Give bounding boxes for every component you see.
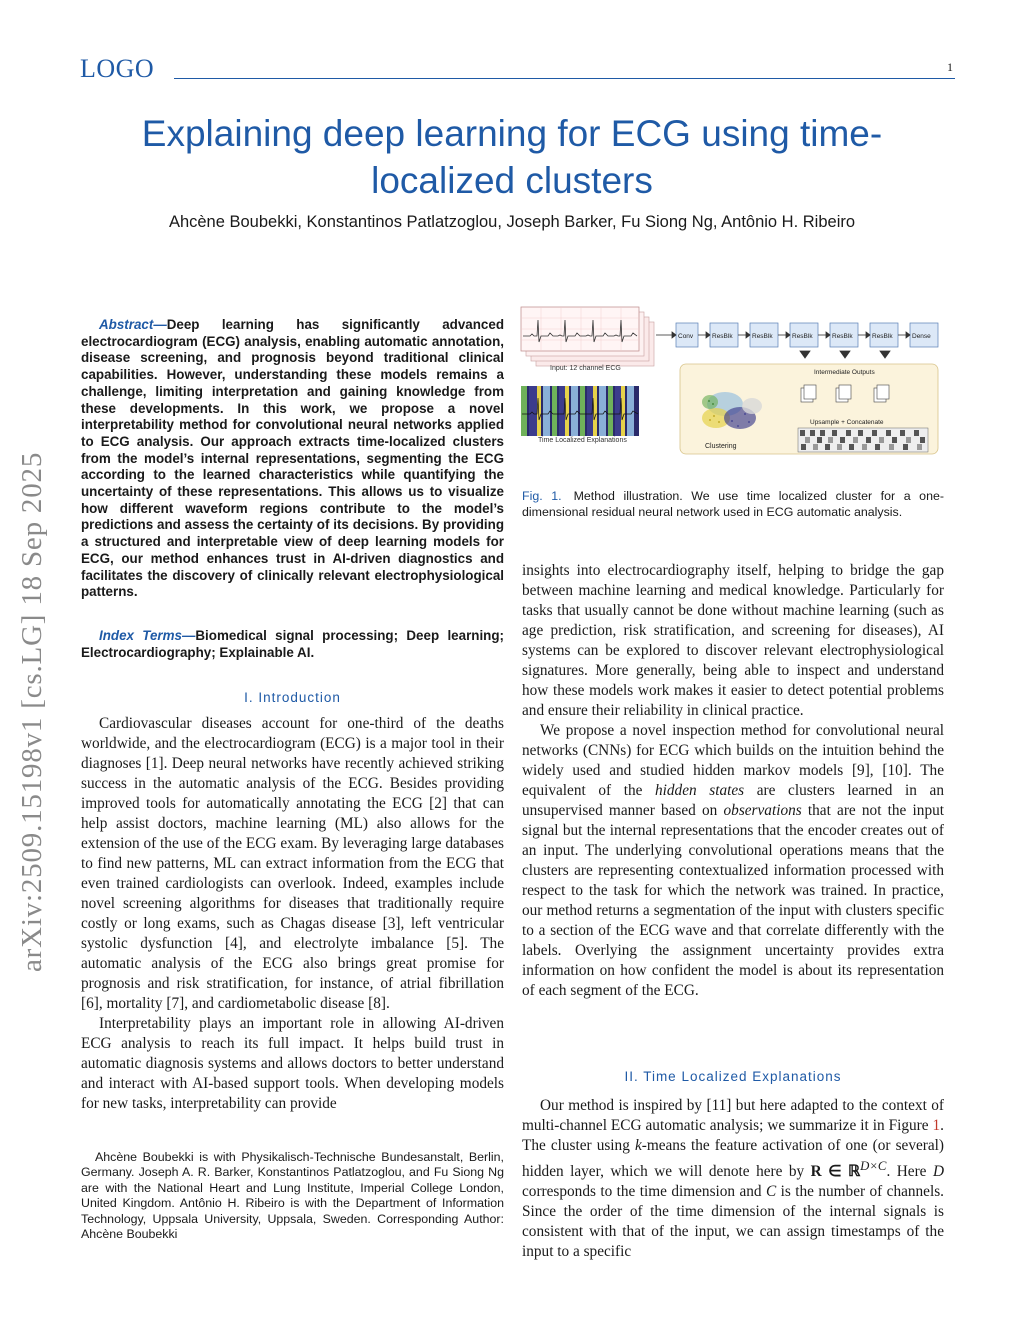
block-label: ResBlk bbox=[712, 333, 733, 340]
paper-title: Explaining deep learning for ECG using time-localized clusters bbox=[141, 113, 883, 201]
index-terms-lead: Index Terms— bbox=[99, 628, 196, 643]
ecg-input-label: Input: 12 channel ECG bbox=[550, 365, 621, 372]
math-d: D bbox=[932, 1163, 944, 1181]
math-r: R ∈ ℝ bbox=[810, 1163, 861, 1181]
intermediate-label: Intermediate Outputs bbox=[814, 369, 875, 376]
ecg-input-stack bbox=[521, 307, 654, 366]
text-run: is the number of channels. Since the order of the time dimension of the internal signals is consistent with that of the input, we can assign timestamps of the input to a specific bbox=[522, 1183, 944, 1261]
text-run: Our method is inspired by [11] but here adapted to the context of multi-channel ECG automatic analysis; we summarize it in Figure bbox=[522, 1097, 944, 1134]
text-run: corresponds to the time dimension and bbox=[522, 1183, 767, 1201]
section-heading-time-localized: II. Time Localized Explanations bbox=[624, 1069, 842, 1084]
block-label: ResBlk bbox=[872, 333, 893, 340]
block-label: ResBlk bbox=[792, 333, 813, 340]
abstract-lead: Abstract— bbox=[99, 317, 167, 332]
right-column-body bbox=[522, 561, 944, 1001]
footnote-text: Ahcène Boubekki is with Physikalisch-Technische Bundesanstalt, Berlin, Germany. Joseph A. R. Barker, Konstantinos Patlatzoglou, and Fu Siong Ng are with the National Heart and Lung Institute, Imperial College London, United Kingdom. Antônio H. Ribeiro is with the Department of Information Technology, Uppsala University, Uppsala, Sweden. Corresponding Author: Ahcène Boubekki bbox=[81, 1150, 504, 1242]
math-dims: D×C bbox=[860, 1159, 887, 1173]
emphasis: observations bbox=[723, 802, 802, 819]
explanations-label: Time Localized Explanations bbox=[538, 437, 627, 444]
text-run: that are not the input signal but the internal representations that the encoder creates out of an input. The underlying convolutional operations means that the clusters are representing contextualized information processed with respect to the task for which the network was trained. In practice, our method returns a segmentation of the input with clusters specific to a section of the ECG wave and that correlate differently with the labels. Overlying the assignment uncertainty provides extra information on how confident the model is about its representation of each segment of the ECG. bbox=[522, 802, 944, 999]
block-label: ResBlk bbox=[752, 333, 773, 340]
upsample-label: Upsample + Concatenate bbox=[810, 419, 884, 426]
figure-caption bbox=[522, 489, 944, 521]
figure-caption-text: Method illustration. We use time localized cluster for a one-dimensional residual neural network used in ECG automatic analysis. bbox=[522, 489, 944, 519]
section-heading-introduction: I. Introduction bbox=[244, 690, 341, 705]
figure-reference-link[interactable]: 1 bbox=[932, 1117, 941, 1134]
block-label: Conv bbox=[678, 333, 694, 340]
text-run: are clusters learned in an unsupervised manner based on bbox=[522, 782, 944, 819]
arxiv-stamp bbox=[16, 372, 66, 972]
paragraph: insights into electrocardiography itself, helping to bridge the gap between machine learning and medical knowledge. Particularly for tasks that usually cannot be done without machine learning (such as age prediction, risk stratification, and screening for diseases), AI systems can be explored to discover relevant electrophysiological signatures. More generally, being able to inspect and understand how these models work makes it easier to detect potential problems and ensure their reliability in clinical practice. bbox=[522, 562, 944, 719]
author-list: Ahcène Boubekki, Konstantinos Patlatzoglou, Joseph Barker, Fu Siong Ng, Antônio H. Ribeiro bbox=[168, 213, 856, 231]
section2-body bbox=[522, 1096, 944, 1262]
author-footnote bbox=[81, 1150, 504, 1242]
text-run: We propose a novel inspection method for convolutional neural networks (CNNs) for ECG which builds on the intuition behind the widely used and studied hidden markov models [9], [10]. The equivalent of the bbox=[522, 722, 944, 799]
text-run: . Here bbox=[886, 1163, 933, 1181]
figure-caption-label: Fig. 1. bbox=[522, 489, 562, 503]
figure-1 bbox=[520, 306, 944, 466]
method-diagram bbox=[520, 306, 944, 466]
journal-logo: LOGO bbox=[80, 54, 155, 83]
clustering-label: Clustering bbox=[705, 443, 737, 450]
concatenated-features bbox=[798, 428, 928, 452]
math-k: k bbox=[634, 1137, 642, 1154]
abstract-text: Deep learning has significantly advanced electrocardiogram (ECG) analysis, enabling automatic annotation, disease screening, and prognosis beyond traditional clinical capabilities. However, understanding these models remains a challenge, limiting interpretation and gaining knowledge from these developments. In this work, we propose a novel interpretability method for convolutional neural networks applied to ECG analysis. Our approach extracts time-localized clusters from the model’s internal representations, segmenting the ECG according to the learned characteristics while quantifying the uncertainty of these representations. This allows us to visualize how different waveform regions contribute to the model’s predictions and assess the certainty of its decisions. By providing a structured and interpretable view of deep learning models for ECG, our method enhances trust in AI-driven diagnostics and facilitates the discovery of clinically relevant electrophysiological patterns. bbox=[81, 317, 504, 600]
page-number: 1 bbox=[947, 60, 953, 74]
introduction-body bbox=[81, 714, 504, 1114]
text-run: . The cluster using bbox=[522, 1117, 944, 1154]
header-rule bbox=[174, 78, 955, 79]
emphasis: hidden states bbox=[655, 782, 745, 799]
paragraph: Interpretability plays an important role in allowing AI-driven ECG analysis to reach its full impact. It helps build trust in automatic diagnosis systems and allows doctors to better understand and interact with AI-based support tools. When developing models for new tasks, interpretability can provide bbox=[81, 1015, 504, 1112]
math-c: C bbox=[766, 1183, 777, 1201]
arxiv-stamp-text: arXiv:2509.15198v1 [cs.LG] 18 Sep 2025 bbox=[16, 451, 48, 972]
page-header bbox=[80, 52, 955, 82]
abstract bbox=[81, 317, 504, 601]
text-run: -means the feature activation of one (or several) hidden layer, which we will denote here by bbox=[522, 1137, 944, 1181]
block-label: ResBlk bbox=[832, 333, 853, 340]
block-label: Dense bbox=[912, 333, 931, 340]
index-terms bbox=[81, 627, 504, 661]
paragraph bbox=[522, 721, 944, 1001]
explanation-strips bbox=[521, 386, 639, 436]
index-terms-text: Biomedical signal processing; Deep learning; Electrocardiography; Explainable AI. bbox=[81, 628, 505, 660]
paragraph: Cardiovascular diseases account for one-third of the deaths worldwide, and the electrocardiogram (ECG) is a major tool in their diagnoses [1]. Deep neural networks have recently achieved striking success in the automatic analysis of the ECG. Besides providing improved tools for automatically annotating the ECG [2] that can help assist doctors, machine learning (ML) also allows for the extension of the use of the ECG exam. By leveraging large databases to find new patterns, ML can extract information from the ECG that even trained cardiologists can overlook. Indeed, examples include novel screening algorithms for diseases that traditionally require costly or long exams, such as Chagas disease [3], left ventricular systolic dysfunction [4], and electrolyte imbalance [5]. The automatic analysis of the ECG also brings great promise for prognosis and risk stratification, for instance, of atrial fibrillation [6], mortality [7], and cardiometabolic disease [8]. bbox=[81, 715, 504, 1012]
paragraph bbox=[522, 1096, 944, 1262]
